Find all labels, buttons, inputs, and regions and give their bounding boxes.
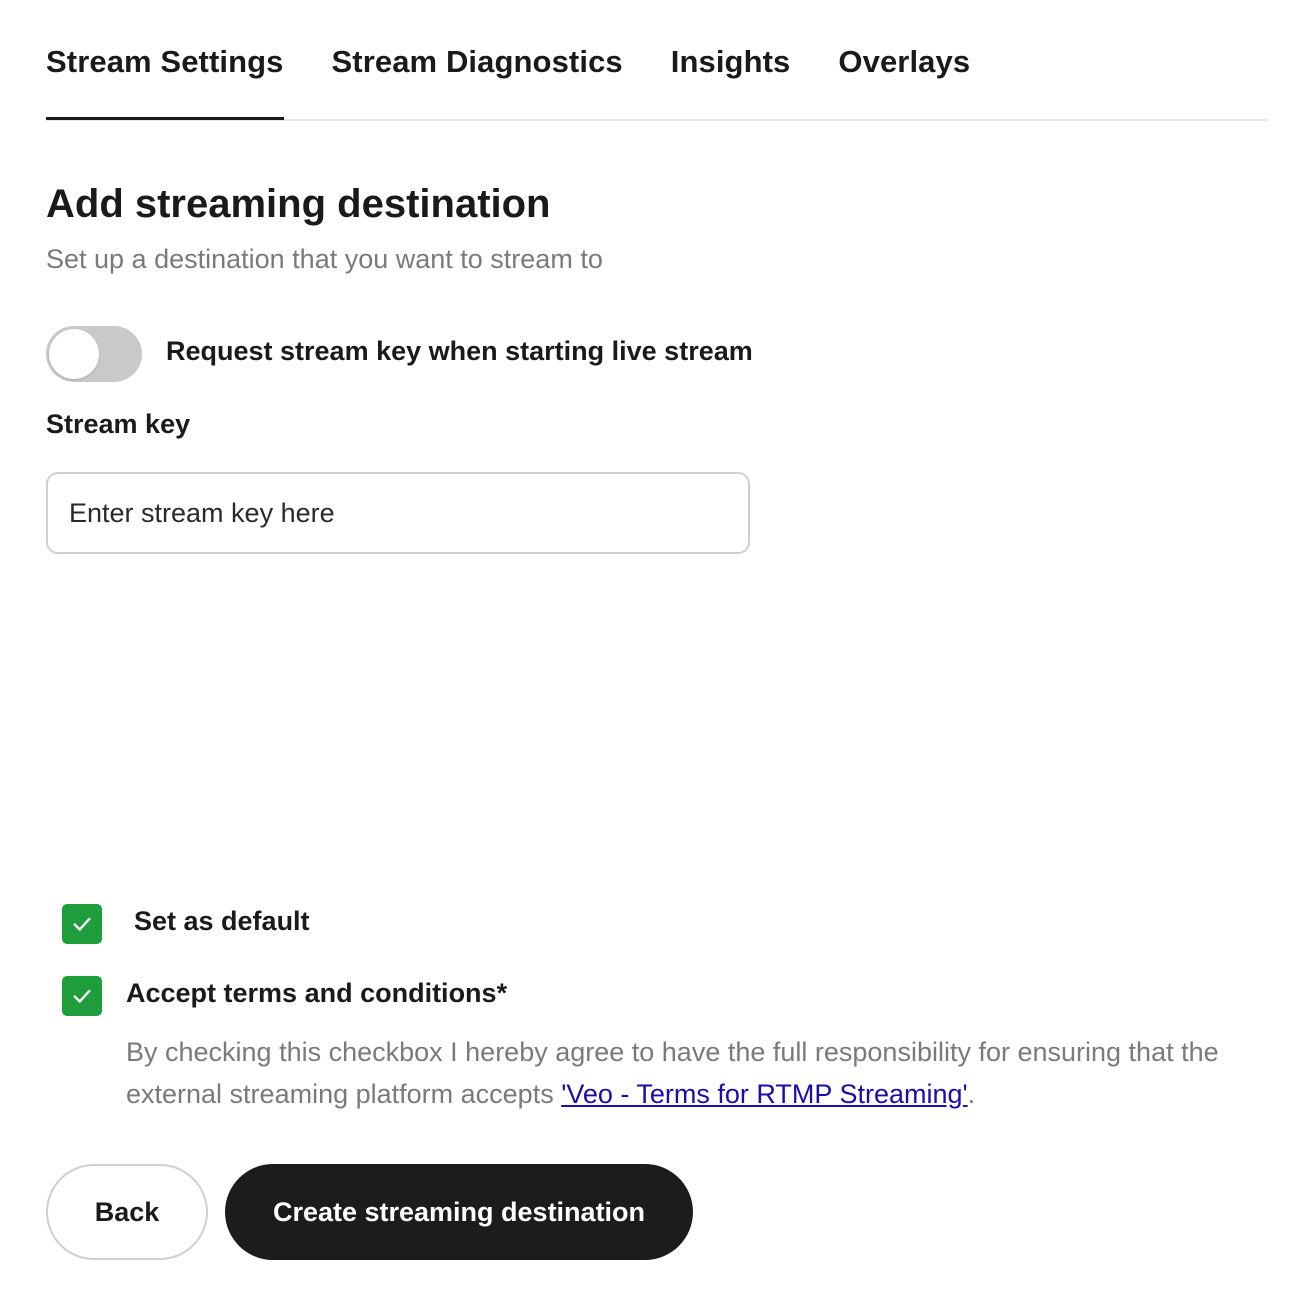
request-stream-key-toggle[interactable] — [46, 326, 142, 382]
create-streaming-destination-button[interactable]: Create streaming destination — [225, 1164, 693, 1260]
stream-key-input[interactable] — [46, 472, 750, 554]
terms-description-suffix: . — [967, 1079, 976, 1109]
request-stream-key-label: Request stream key when starting live stream — [166, 336, 753, 366]
back-button[interactable]: Back — [46, 1164, 208, 1260]
check-icon — [71, 913, 93, 935]
check-icon — [71, 985, 93, 1007]
terms-description-text: By checking this checkbox I hereby agree to have the full responsibility for ensuring that the external streaming platform accepts — [126, 1037, 1219, 1109]
terms-description — [126, 1031, 1296, 1115]
accept-terms-label: Accept terms and conditions* — [126, 978, 508, 1008]
set-default-label: Set as default — [134, 906, 310, 936]
tab-overlays[interactable]: Overlays — [838, 44, 971, 79]
accept-terms-checkbox[interactable] — [62, 976, 102, 1016]
tab-bar — [46, 0, 1268, 121]
tab-stream-diagnostics[interactable]: Stream Diagnostics — [331, 44, 623, 79]
set-default-checkbox[interactable] — [62, 904, 102, 944]
stream-key-label: Stream key — [46, 409, 191, 439]
page-title: Add streaming destination — [46, 182, 551, 226]
terms-link[interactable]: 'Veo - Terms for RTMP Streaming' — [561, 1079, 968, 1109]
page-subtitle: Set up a destination that you want to stream to — [46, 244, 603, 274]
tab-insights[interactable]: Insights — [670, 44, 791, 79]
tab-stream-settings[interactable]: Stream Settings — [46, 0, 284, 119]
toggle-knob — [49, 329, 99, 379]
